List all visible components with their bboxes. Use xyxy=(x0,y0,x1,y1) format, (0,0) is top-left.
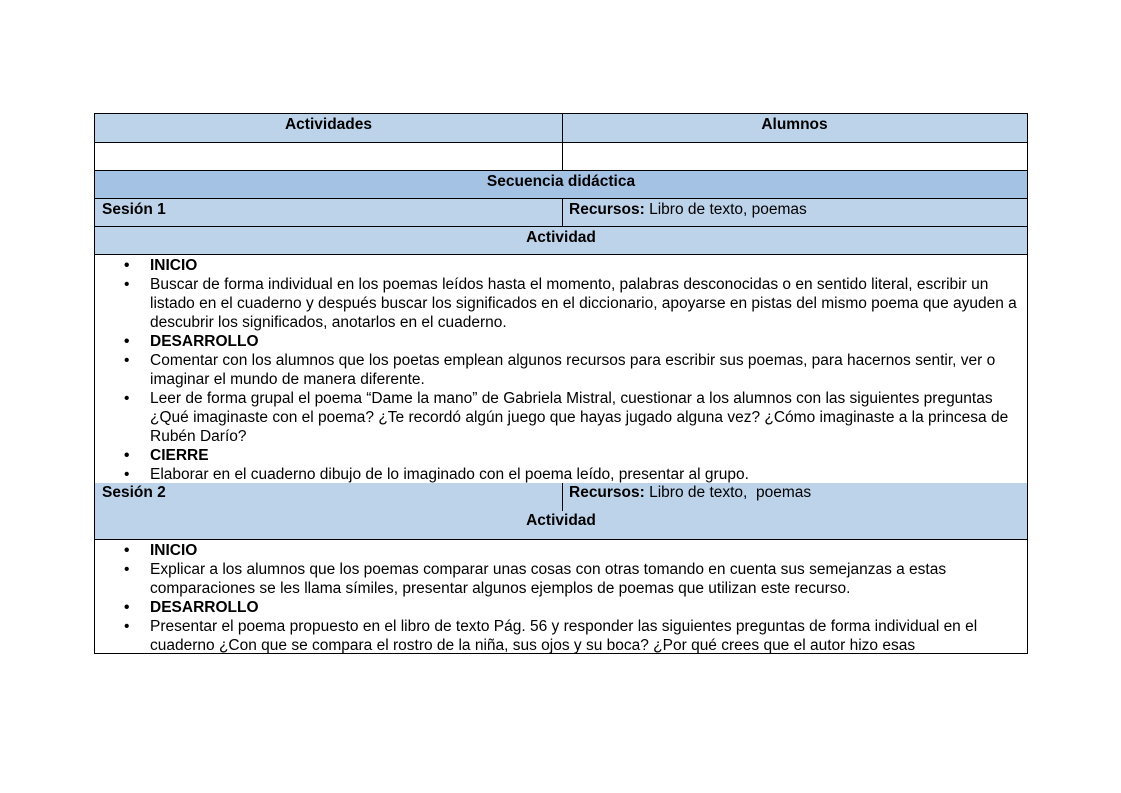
list-item: • DESARROLLO xyxy=(95,598,1027,617)
session1-row xyxy=(95,199,1027,226)
session2-resources-value: Libro de texto, poemas xyxy=(644,484,812,501)
planning-table xyxy=(94,113,1028,654)
header-actividades: Actividades xyxy=(284,116,372,133)
list-item: • Buscar de forma individual en los poemas leídos hasta el momento, palabras desconocidas o en sentido literal, escribir un listado en el cuaderno y después buscar los significados en el diccionario, apoyarse en pistas del mismo poema que ayuden a descubrir los significados, anotarlos en el cuaderno. xyxy=(95,275,1027,332)
session1-resources-label: Recursos: xyxy=(569,201,645,218)
session1-activity-list xyxy=(95,256,1027,484)
session1-actividad-label: Actividad xyxy=(526,229,596,246)
secuencia-title-row xyxy=(95,171,1027,198)
session2-activity-list xyxy=(95,541,1027,654)
list-item: • CIERRE xyxy=(95,446,1027,465)
list-item: • DESARROLLO xyxy=(95,332,1027,351)
session1-resources xyxy=(562,199,1027,226)
list-item: • Presentar el poema propuesto en el libro de texto Pág. 56 y responder las siguientes preguntas de forma individual en el cuaderno ¿Con que se compara el rostro de la niña, sus ojos y su boca? ¿Por qué crees que el autor hizo esas xyxy=(95,617,1027,654)
session2-label: Sesión 2 xyxy=(102,484,166,501)
list-item: • Comentar con los alumnos que los poetas emplean algunos recursos para escribir sus poemas, para hacernos sentir, ver o imaginar el mundo de manera diferente. xyxy=(95,351,1027,389)
session1-label: Sesión 1 xyxy=(102,201,166,218)
session2-resources-label: Recursos: xyxy=(569,484,645,501)
session1-actividad-row xyxy=(95,227,1027,254)
table-header-row xyxy=(95,114,1027,142)
session2-actividad-label: Actividad xyxy=(526,512,596,529)
header-alumnos: Alumnos xyxy=(761,116,828,133)
session2-resources xyxy=(562,483,1027,511)
session1-resources-value: Libro de texto, poemas xyxy=(644,201,807,218)
list-item: • INICIO xyxy=(95,256,1027,275)
list-item: • Leer de forma grupal el poema “Dame la mano” de Gabriela Mistral, cuestionar a los alumnos con las siguientes preguntas ¿Qué imaginaste con el poema? ¿Te recordó algún juego que hayas jugado alguna vez? ¿Cómo imaginaste a la princesa de Rubén Darío? xyxy=(95,389,1027,446)
session2-actividad-row xyxy=(95,511,1027,539)
session2-row xyxy=(95,483,1027,511)
empty-row xyxy=(95,143,1027,170)
secuencia-title: Secuencia didáctica xyxy=(486,173,636,190)
list-item: • Explicar a los alumnos que los poemas comparar unas cosas con otras tomando en cuenta sus semejanzas a estas comparaciones se les llama símiles, presentar algunos ejemplos de poemas que utilizan este recurso. xyxy=(95,560,1027,598)
list-item: • INICIO xyxy=(95,541,1027,560)
list-item: • Elaborar en el cuaderno dibujo de lo imaginado con el poema leído, presentar al grupo. xyxy=(95,465,1027,484)
